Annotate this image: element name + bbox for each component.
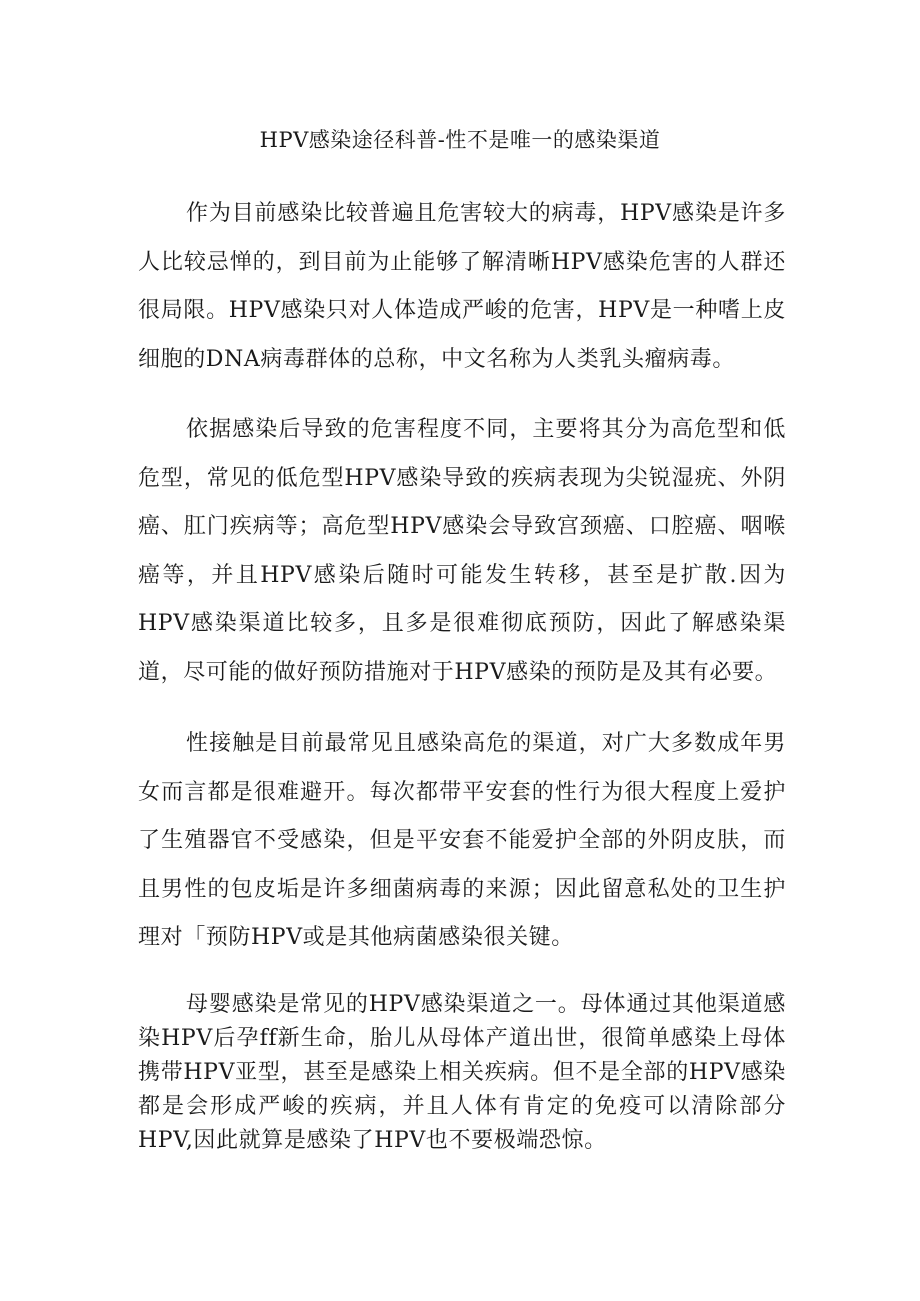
paragraph-sexual-contact: 性接触是目前最常见且感染高危的渠道，对广大多数成年男女而言都是很难避开。每次都带平安套的性行为很大程度上爱护了生殖器官不受感染，但是平安套不能爱护全部的外阴皮肤，而且男性的包皮垢是许多细菌病毒的来源；因此留意私处的卫生护理对「预防HPV或是其他病菌感染很关键。	[138, 731, 786, 950]
paragraph-risk-types: 依据感染后导致的危害程度不同，主要将其分为高危型和低危型，常见的低危型HPV感染导致的疾病表现为尖锐湿疣、外阴癌、肛门疾病等；高危型HPV感染会导致宫颈癌、口腔癌、咽喉癌等，并且HPV感染后随时可能发生转移，甚至是扩散.因为HPV感染渠道比较多，且多是很难彻底预防，因此了解感染渠道，尽可能的做好预防措施对于HPV感染的预防是及其有必要。	[138, 417, 786, 685]
paragraph-mother-infant: 母婴感染是常见的HPV感染渠道之一。母体通过其他渠道感染HPV后孕ff新生命，胎儿从母体产道出世，很简单感染上母体携带HPV亚型，甚至是感染上相关疾病。但不是全部的HPV感染都是会形成严峻的疾病，并且人体有肯定的免疫可以清除部分HPV,因此就算是感染了HPV也不要极端恐惊。	[138, 992, 786, 1153]
paragraph-intro: 作为目前感染比较普遍且危害较大的病毒，HPV感染是许多人比较忌惮的，到目前为止能够了解清晰HPV感染危害的人群还很局限。HPV感染只对人体造成严峻的危害，HPV是一种嗜上皮细胞的DNA病毒群体的总称，中文名称为人类乳头瘤病毒。	[138, 201, 786, 372]
page-title: HPV感染途径科普-性不是唯一的感染渠道	[259, 128, 661, 152]
